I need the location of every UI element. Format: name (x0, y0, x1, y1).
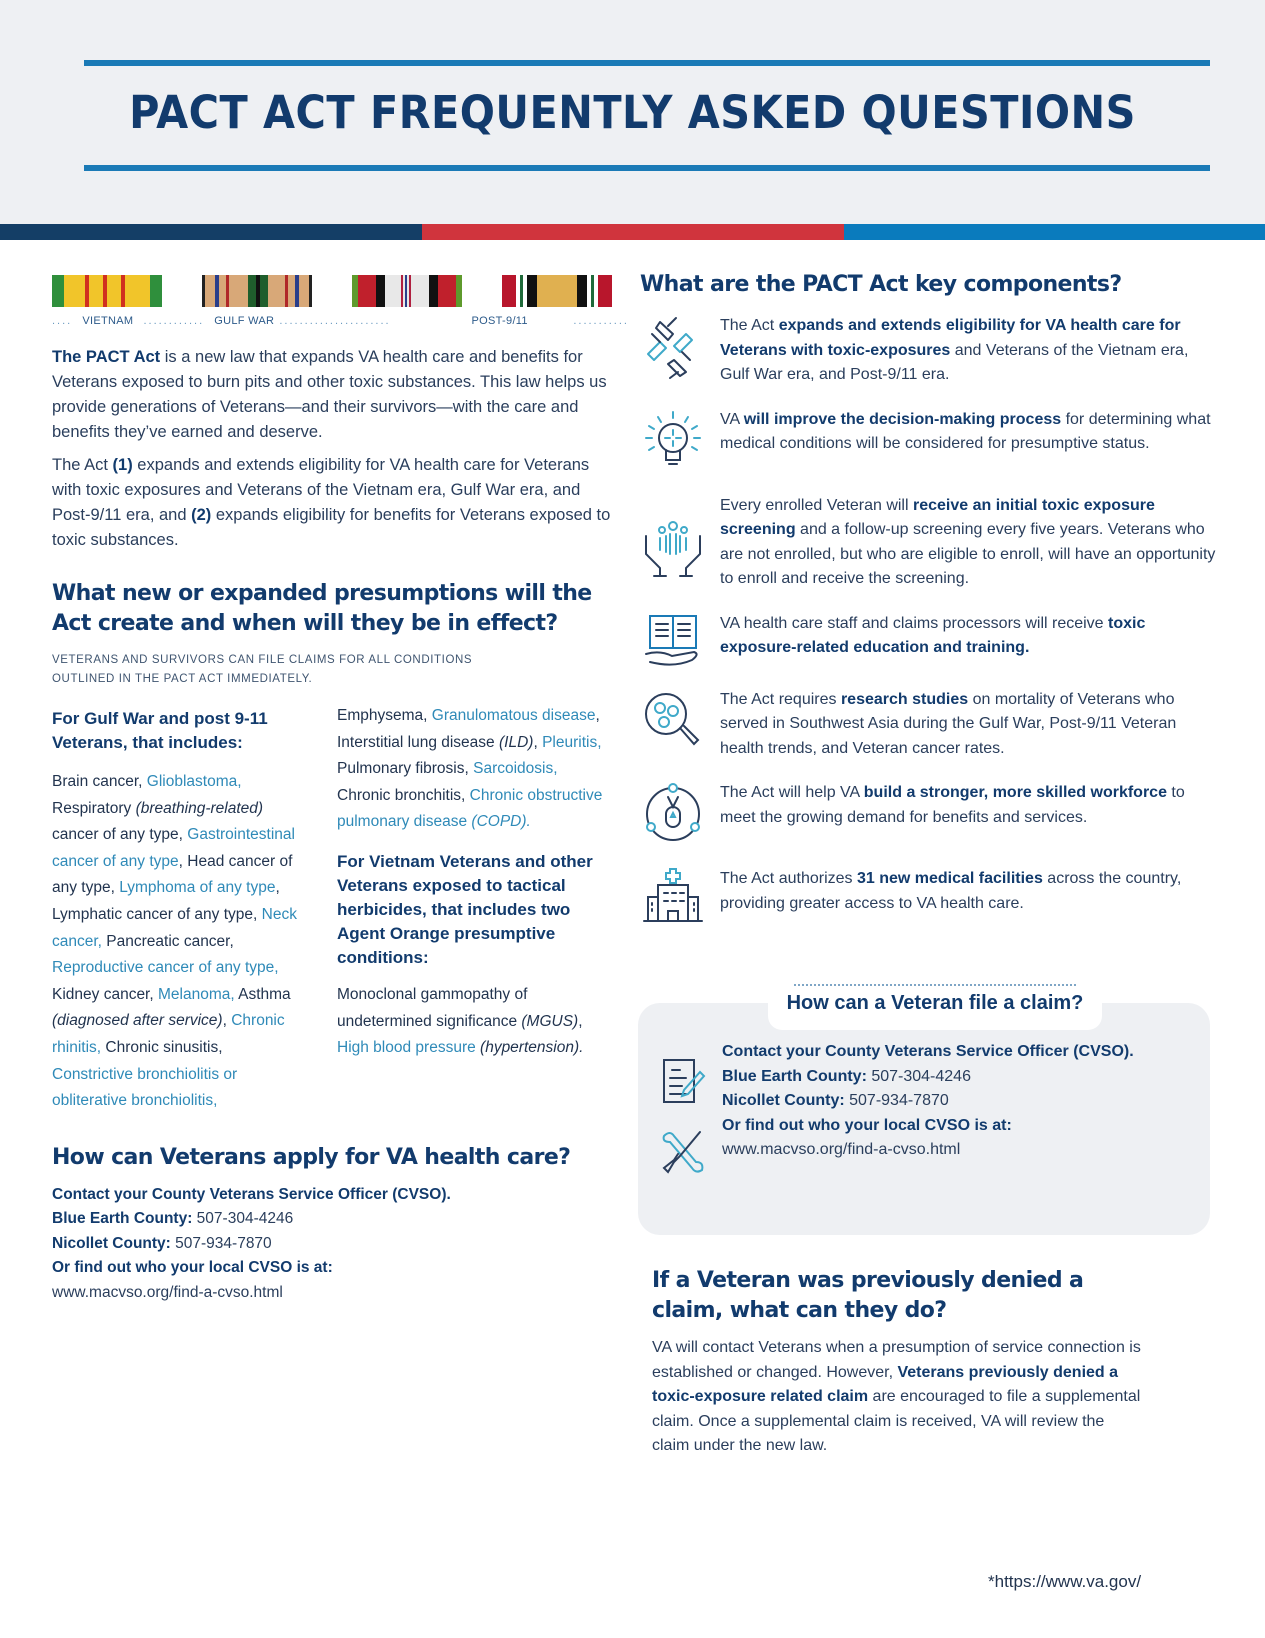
apply-cvso-link[interactable]: www.macvso.org/find-a-cvso.html (52, 1283, 283, 1301)
ribbon-label-gulf-war: GULF WAR (214, 315, 275, 327)
condition-text: Pancreatic cancer, (106, 932, 234, 950)
condition-text: Reproductive cancer of any type, (52, 959, 279, 977)
blue-earth-phone[interactable]: 507-304-4246 (192, 1210, 294, 1228)
components-heading: What are the PACT Act key components? (640, 272, 1122, 297)
condition-text: Kidney cancer, (52, 985, 158, 1003)
condition-text: Chronic bronchitis, (337, 786, 470, 804)
component-item: The Act requires research studies on mortality of Veterans who served in Southwest Asia during the Gulf War, Post-9/11 Veteran health trends, and Veteran cancer rates. (640, 688, 1220, 762)
condition-text: Neck cancer, (52, 905, 297, 950)
presumptions-heading: What new or expanded presumptions will the Act create and when will they be in effect? (52, 581, 592, 636)
claim-cvso-link[interactable]: www.macvso.org/find-a-cvso.html (722, 1141, 961, 1158)
condition-text: (MGUS) (521, 1012, 579, 1030)
condition-text: , Interstitial lung disease (337, 707, 600, 751)
denied-heading: If a Veteran was previously denied a claim, what can they do? (652, 1268, 1084, 1323)
stripe-red (422, 224, 844, 240)
denied-paragraph: VA will contact Veterans when a presumption of service connection is established or changed. However, Veterans previously denied a toxic-exposure related claim are encouraged to file a supplemental claim. Once a supplemental claim is received, VA will review the claim under the new law. (652, 1339, 1141, 1454)
claim-blue-earth-phone[interactable]: 507-304-4246 (866, 1067, 971, 1085)
right-column (640, 270, 1220, 923)
component-item: The Act authorizes 31 new medical facilities across the country, providing greater access to VA health care. (640, 867, 1220, 923)
file-claim-content (660, 1040, 1200, 1176)
document-pen-icon (660, 1056, 706, 1106)
condition-text: Gastrointestinal cancer of any type (52, 826, 295, 870)
condition-text: (breathing-related) (135, 799, 264, 817)
condition-text: Chronic obstructive pulmonary disease (337, 786, 603, 831)
apply-contact-info: Contact your County Veterans Service Officer (CVSO). Blue Earth County: 507-304-4246 Nicollet County: 507-934-7870 Or find out who your local CVSO is at: www.macvso.org/find-a-cvso.html (52, 1183, 622, 1306)
vietnam-ribbon-icon (52, 275, 162, 307)
condition-text: Brain cancer, (52, 773, 147, 790)
condition-text: cancer of any type, (52, 826, 188, 844)
iraq-ribbon-icon (502, 275, 612, 307)
hospital-building-icon (640, 867, 706, 923)
gulf-war-ribbon-icon (202, 275, 312, 307)
left-column (52, 275, 629, 1305)
claim-nicollet-phone[interactable]: 507-934-7870 (844, 1092, 949, 1109)
component-item: VA will improve the decision-making process for determining what medical conditions will be considered for presumptive status. (640, 408, 1220, 474)
gulf-war-conditions (52, 707, 307, 1115)
open-book-hand-icon (640, 612, 706, 668)
ribbon-labels: .... VIETNAM ............ GULF WAR ...................... POST-9/11 ........... (52, 315, 629, 327)
claim-contact-info: Contact your County Veterans Service Officer (CVSO). Blue Earth County: 507-304-4246 Nicollet County: 507-934-7870 Or find out who your local CVSO is at: www.macvso.org/find-a-cvso.html (722, 1040, 1134, 1176)
magnifier-gears-icon (640, 688, 706, 754)
source-link[interactable]: *https://www.va.gov/ (988, 1572, 1142, 1591)
ribbon-label-vietnam: VIETNAM (82, 315, 134, 327)
condition-text: Sarcoidosis, (473, 760, 558, 778)
presumptions-columns (52, 707, 622, 1115)
file-claim-tab (768, 984, 1102, 1030)
condition-text: High blood pressure (337, 1039, 481, 1057)
condition-text: (COPD). (471, 813, 531, 831)
continued-conditions (337, 707, 607, 1115)
nicollet-phone[interactable]: 507-934-7870 (170, 1234, 272, 1252)
hands-people-icon (640, 518, 706, 584)
condition-text: , (578, 1012, 583, 1030)
header-rule-bottom (84, 165, 1210, 171)
page-title: PACT ACT FREQUENTLY ASKED QUESTIONS (129, 86, 1136, 139)
condition-text: Chronic rhinitis, (52, 1012, 285, 1056)
condition-text: (diagnosed after service) (52, 1012, 223, 1030)
gulf-war-heading: For Gulf War and post 9-11 Veterans, that includes: (52, 709, 268, 752)
condition-text: Granulomatous disease (431, 707, 596, 724)
condition-text: Monoclonal gammopathy of undetermined significance (337, 985, 528, 1030)
condition-text: (hypertension). (480, 1039, 584, 1057)
page-header (0, 0, 1265, 224)
component-item: Every enrolled Veteran will receive an initial toxic exposure screening and a follow-up screening every five years. Veterans who are not enrolled, but who are eligible to enroll, will have an opportunity to enroll and receive the screening. (640, 494, 1220, 592)
component-item: The Act expands and extends eligibility for VA health care for Veterans with toxic-exposures and Veterans of the Vietnam era, Gulf War era, and Post-9/11 era. (640, 314, 1220, 388)
denied-claim-section (652, 1266, 1232, 1459)
service-ribbons (52, 275, 612, 307)
intro-paragraph-1: The PACT Act is a new law that expands VA health care and benefits for Veterans exposed to burn pits and other toxic substances. This law helps us provide generations of Veterans—and their survivors—with the care and benefits they’ve earned and deserve. (52, 348, 607, 441)
condition-text: Glioblastoma, (146, 773, 242, 790)
component-item: VA health care staff and claims processors will receive toxic exposure-related education and training. (640, 612, 1220, 668)
lightbulb-icon (640, 408, 706, 474)
condition-text: Emphysema, (337, 707, 432, 724)
apply-heading: How can Veterans apply for VA health care? (52, 1144, 571, 1170)
vietnam-heading: For Vietnam Veterans and other Veterans exposed to tactical herbicides, that includes two Agent Orange presumptive conditions: (337, 851, 593, 967)
joined-hands-icon (640, 314, 706, 380)
file-claim-heading: How can a Veteran file a claim? (786, 992, 1084, 1014)
condition-text: Pleuritis, (542, 733, 602, 751)
condition-text: Constrictive bronchiolitis or obliterative bronchiolitis, (52, 1065, 238, 1110)
condition-text: , Lymphatic cancer of any type, (52, 879, 280, 923)
gulf-war-condition-list (52, 769, 307, 1115)
stripe-blue (844, 224, 1265, 240)
condition-text: Asthma (238, 985, 291, 1003)
dotted-divider (794, 984, 1076, 986)
presumptions-note: VETERANS AND SURVIVORS CAN FILE CLAIMS FOR ALL CONDITIONS OUTLINED IN THE PACT ACT IMMEDIATELY. (52, 654, 473, 685)
stripe-navy (0, 224, 422, 240)
condition-text: , (222, 1012, 232, 1030)
vietnam-condition-list (337, 982, 607, 1062)
afghanistan-ribbon-icon (352, 275, 462, 307)
gulf-war-condition-list-continued (337, 703, 607, 836)
intro-paragraph-2: The Act (1) expands and extends eligibility for VA health care for Veterans with toxic exposures and Veterans of the Vietnam era, Gulf War era, and Post-9/11 era, and (2) expands eligibility for benefits for Veterans exposed to toxic substances. (52, 456, 611, 549)
ribbon-label-post-911: POST-9/11 (471, 315, 528, 327)
condition-text: Melanoma, (157, 985, 239, 1003)
condition-text: (ILD) (498, 733, 534, 751)
condition-text: , Head cancer of any type, (52, 852, 293, 897)
condition-text: Chronic sinusitis, (105, 1038, 223, 1056)
header-rule-top (84, 60, 1210, 66)
condition-text: Pulmonary fibrosis, (337, 760, 474, 778)
condition-text: Respiratory (52, 799, 136, 817)
component-item: The Act will help VA build a stronger, more skilled workforce to meet the growing demand for benefits and services. (640, 781, 1220, 847)
tools-icon (660, 1128, 706, 1176)
condition-text: Lymphoma of any type (119, 879, 276, 897)
dog-tag-network-icon (640, 781, 706, 847)
condition-text: , (533, 733, 543, 751)
